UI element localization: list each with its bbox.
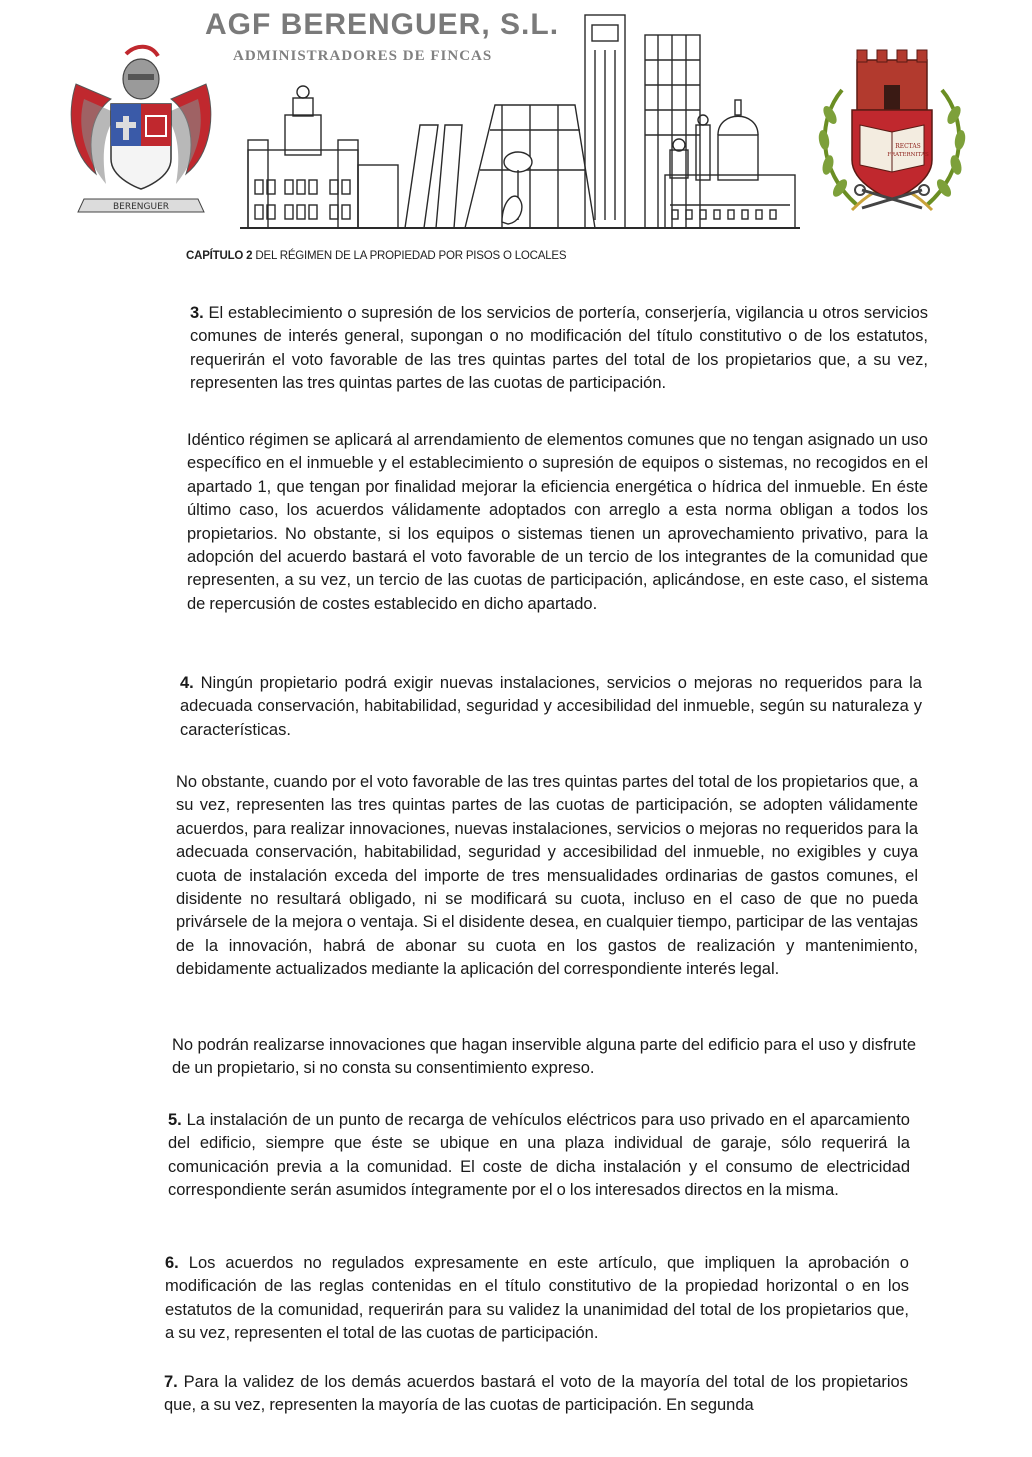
paragraph-3-continued [187, 429, 928, 616]
company-subtitle: ADMINISTRADORES DE FINCAS [233, 48, 493, 64]
paragraph-number: 4. [180, 674, 194, 692]
paragraph-text: No podrán realizarse innovaciones que hagan inservible alguna parte del edificio para el uso y disfrute de un propietario, si no consta su consentimiento expreso. [172, 1036, 916, 1078]
chapter-title: DEL RÉGIMEN DE LA PROPIEDAD POR PISOS O LOCALES [255, 250, 567, 262]
paragraph-3 [190, 302, 928, 396]
left-crest-banner-text: BERENGUER [112, 202, 170, 212]
paragraph-text: Idéntico régimen se aplicará al arrendamiento de elementos comunes que no tengan asignado un uso específico en el inmueble y el establecimiento o supresión de equipos o sistemas, no recogidos en el apartado 1, que tengan por finalidad mejorar la eficiencia energética o hídrica del inmueble. En éste último caso, los acuerdos válidamente adoptados con arreglo a esta norma obligan a todos los propietarios. No obstante, si los equipos o sistemas tienen un aprovechamiento privativo, para la adopción del acuerdo bastará el voto favorable de un tercio de los integrantes de la comunidad que representen, a su vez, un tercio de las cuotas de participación, aplicándose, en este caso, el sistema de repercusión de costes establecido en dicho apartado. [187, 431, 928, 613]
paragraph-4-final [172, 1034, 916, 1081]
paragraph-text: La instalación de un punto de recarga de vehículos eléctricos para uso privado en el aparcamiento del edificio, siempre que éste se ubique en una plaza individual de garaje, sólo requerirá la comunicación previa a la comunidad. El coste de dicha instalación y el consumo de electricidad correspondiente serán asumidos íntegramente por el o los interesados directos en la misma. [168, 1111, 910, 1200]
paragraph-number: 6. [165, 1254, 179, 1272]
paragraph-text: El establecimiento o supresión de los servicios de portería, conserjería, vigilancia u otros servicios comunes de interés general, supongan o no modificación del título constitutivo o de los estatutos, requerirán el voto favorable de las tres quintas partes del total de los propietarios que, a su vez, representen las tres quintas partes de las cuotas de participación. [190, 304, 928, 393]
paragraph-text: Los acuerdos no regulados expresamente en este artículo, que impliquen la aprobación o modificación de las reglas contenidas en el título constitutivo de la propiedad horizontal o en los estatutos de la comunidad, requerirán para su validez la unanimidad del total de los propietarios que, a su vez, representen el total de las cuotas de participación. [165, 1254, 909, 1343]
paragraph-number: 5. [168, 1111, 182, 1129]
paragraph-4-continued [176, 771, 918, 982]
paragraph-4 [180, 672, 922, 742]
svg-text:FRATERNITAS: FRATERNITAS [887, 152, 929, 158]
paragraph-number: 7. [164, 1373, 178, 1391]
paragraph-text: Para la validez de los demás acuerdos bastará el voto de la mayoría del total de los propietarios que, a su vez, representen la mayoría de las cuotas de participación. En segunda [164, 1373, 908, 1415]
chapter-label: CAPÍTULO 2 [186, 250, 253, 262]
paragraph-5 [168, 1109, 910, 1203]
paragraph-text: Ningún propietario podrá exigir nuevas instalaciones, servicios o mejoras no requeridos para la adecuada conservación, habitabilidad, seguridad y accesibilidad del inmueble, según su naturaleza y características. [180, 674, 922, 739]
company-name: AGF BERENGUER, S.L. [205, 8, 560, 41]
paragraph-6 [165, 1252, 909, 1346]
right-emblem-book-text: RECTAS [895, 143, 921, 150]
paragraph-number: 3. [190, 304, 204, 322]
paragraph-7 [164, 1371, 908, 1418]
paragraph-text: No obstante, cuando por el voto favorable de las tres quintas partes del total de los propietarios que, a su vez, representen las tres quintas partes de las cuotas de participación, se adopten válidamente acuerdos, para realizar innovaciones, nuevas instalaciones, servicios o mejoras no requeridos para la adecuada conservación, habitabilidad, seguridad y accesibilidad del inmueble, no exigibles y cuya cuota de instalación exceda del importe de tres mensualidades ordinarias de gastos comunes, el disidente no resultará obligado, ni se modificará su cuota, incluso en el caso de que no pueda privársele de la mejora o ventaja. Si el disidente desea, en cualquier tiempo, participar de las ventajas de la innovación, habrá de abonar su cuota en los gastos de realización y mantenimiento, debidamente actualizados mediante la aplicación del correspondiente interés legal. [176, 773, 918, 979]
